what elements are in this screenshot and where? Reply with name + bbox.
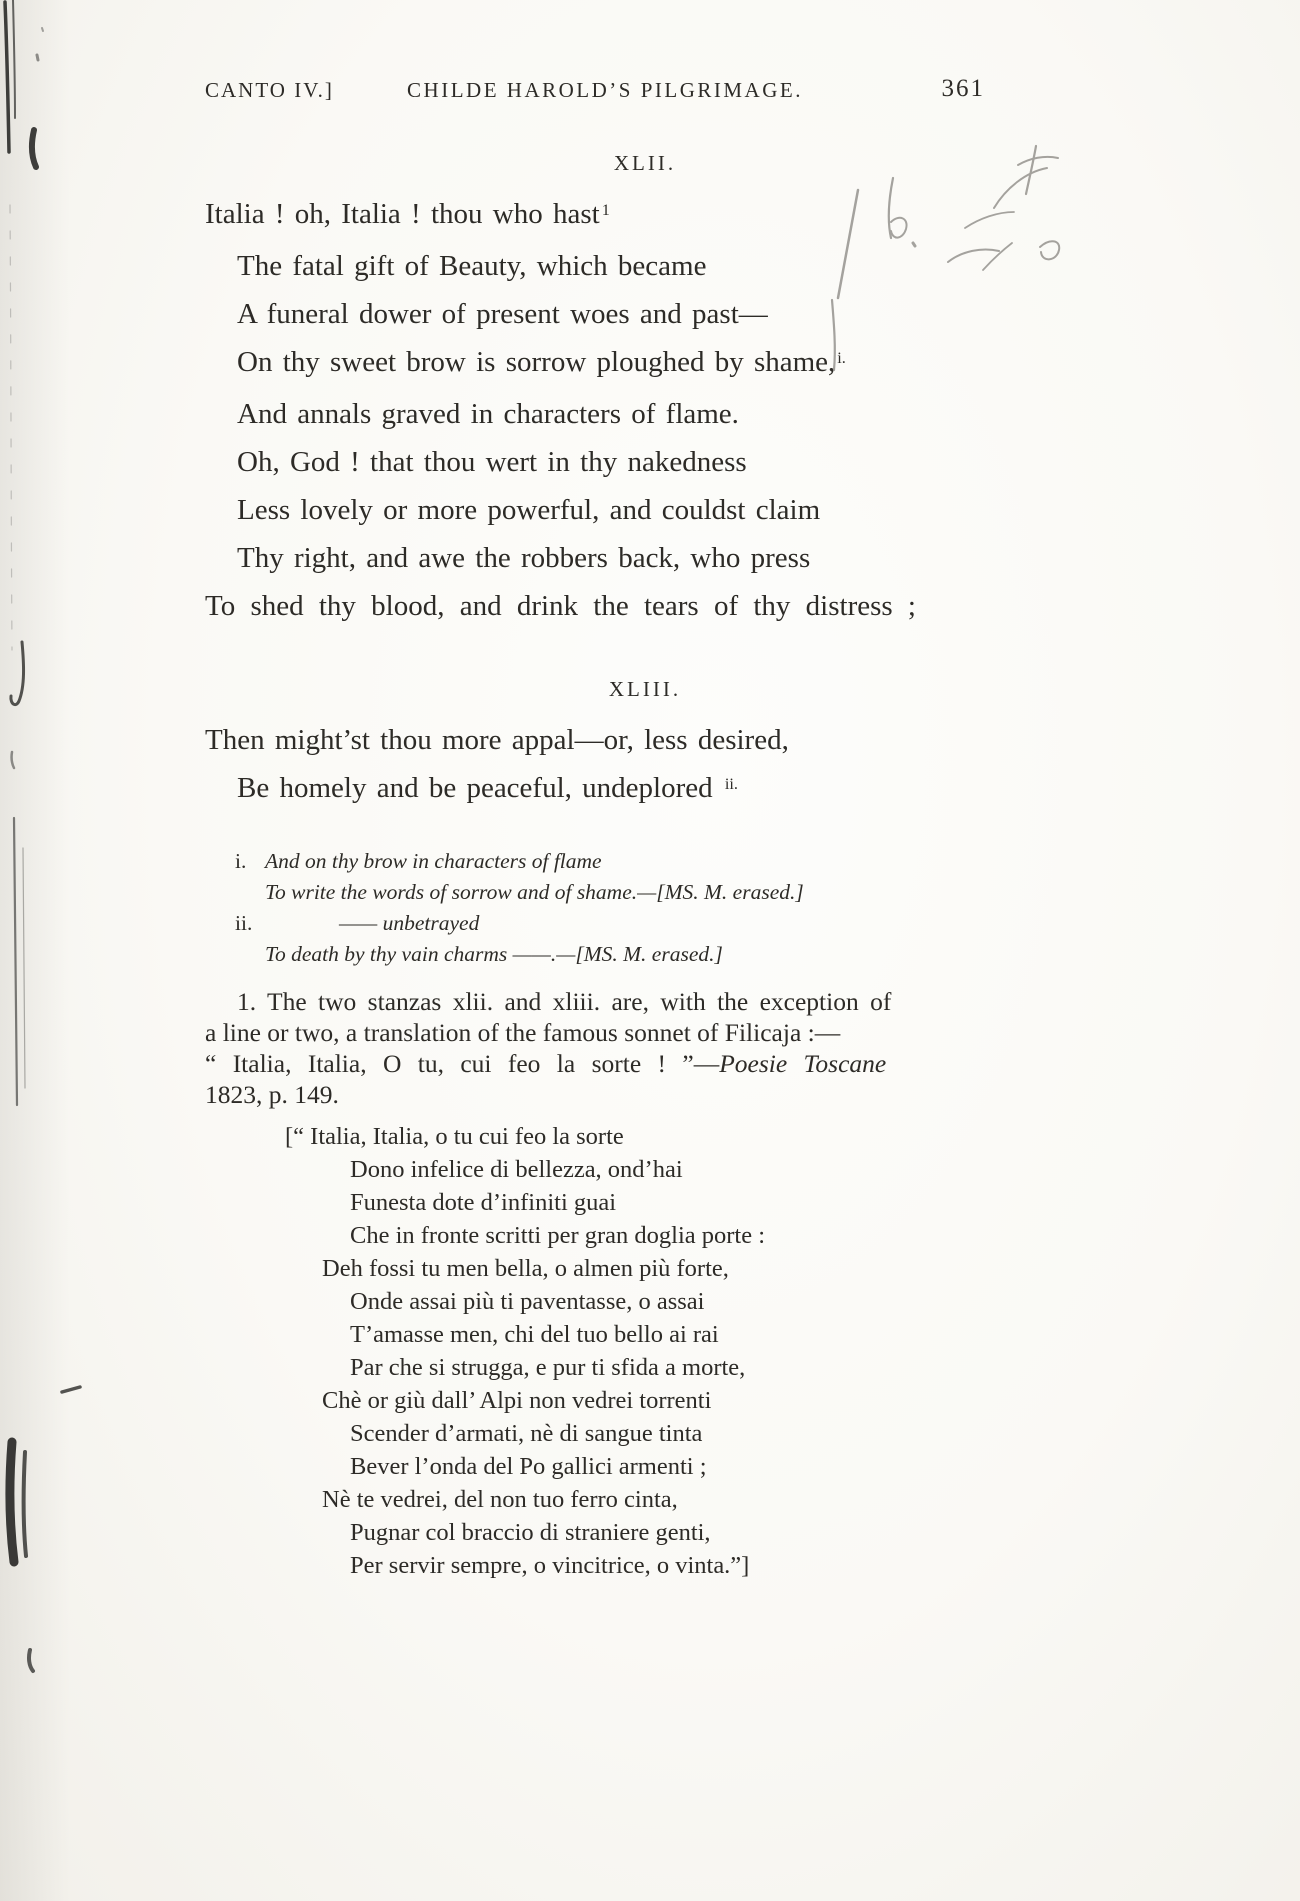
sonnet-line: [350, 1285, 1135, 1318]
poem-line: [205, 716, 1105, 764]
variant-note-i-continuation: [265, 877, 1135, 908]
sonnet-line-text: Funesta dote d’infiniti guai: [350, 1189, 617, 1216]
sonnet-line-text: T’amasse men, chi del tuo bello ai rai: [350, 1321, 719, 1348]
poem-line: [237, 290, 1105, 338]
poem-line: [237, 486, 1105, 534]
stanza-42-heading: XLII.: [613, 151, 677, 175]
variant-note-ii-continuation: [265, 939, 1135, 970]
variant-note-label: i.: [235, 849, 247, 873]
sonnet-line-text: Dono infelice di bellezza, ond’hai: [350, 1156, 683, 1183]
poem-line-text: Less lovely or more powerful, and couldst claim: [237, 494, 821, 526]
sonnet-line: [285, 1120, 1135, 1153]
poem-line-text: Then might’st thou more appal—or, less desired,: [205, 724, 789, 756]
stanza-43-heading: XLIII.: [608, 677, 682, 701]
poem-line-text: Italia ! oh, Italia ! thou who hast: [205, 198, 600, 230]
footnote-source: Poesie Toscane: [719, 1049, 887, 1078]
variant-note-label: ii.: [235, 911, 253, 935]
footnote-1: [205, 986, 1135, 1110]
poem-line-text: Thy right, and awe the robbers back, who press: [237, 542, 811, 574]
variant-note-i: [235, 846, 1135, 877]
poem-line: [237, 764, 1105, 816]
poem-line: [237, 390, 1105, 438]
sonnet-line: [322, 1384, 1135, 1417]
sonnet-line: [350, 1417, 1135, 1450]
poem-line: [237, 338, 1105, 390]
sonnet-line-text: Deh fossi tu men bella, o almen più forte,: [322, 1255, 729, 1282]
sonnet-line: [350, 1450, 1135, 1483]
sonnet-line-text: Nè te vedrei, del non tuo ferro cinta,: [322, 1486, 678, 1513]
footnote-ref: i.: [837, 349, 846, 368]
footnote-ref: ii.: [724, 775, 738, 794]
canto-label: CANTO IV.]: [205, 78, 334, 102]
book-title: CHILDE HAROLD’S PILGRIMAGE.: [407, 78, 803, 102]
poem-line: [205, 582, 1105, 630]
footnote-quote: “ Italia, Italia, O tu, cui feo la sorte ! ”—: [205, 1049, 720, 1078]
footnote-line: a line or two, a translation of the famous sonnet of Filicaja :—: [205, 1018, 841, 1047]
variant-note-ii: [235, 908, 1135, 939]
sonnet-line-text: Chè or giù dall’ Alpi non vedrei torrenti: [322, 1387, 712, 1414]
variant-notes: [235, 846, 1135, 970]
poem-line: [237, 242, 1105, 290]
poem-line-text: On thy sweet brow is sorrow ploughed by shame,: [237, 346, 836, 378]
variant-note-text: To death by thy vain charms ——.—[MS. M. erased.]: [265, 942, 723, 966]
sonnet-line: [350, 1351, 1135, 1384]
poem-line-text: A funeral dower of present woes and past—: [237, 298, 768, 330]
sonnet-line-text: Bever l’onda del Po gallici armenti ;: [350, 1453, 707, 1480]
page-number: 361: [941, 75, 985, 102]
poem-line: [237, 534, 1105, 582]
sonnet-line: [350, 1318, 1135, 1351]
stanza-43: [205, 716, 1105, 816]
sonnet-line: [350, 1549, 1135, 1582]
sonnet-line-text: Pugnar col braccio di straniere genti,: [350, 1519, 711, 1546]
variant-note-text: To write the words of sorrow and of shame.—[MS. M. erased.]: [265, 880, 804, 904]
poem-line-text: And annals graved in characters of flame.: [237, 398, 739, 430]
sonnet-line: [322, 1483, 1135, 1516]
italian-sonnet: [285, 1120, 1135, 1582]
footnote-ref: 1: [601, 201, 610, 220]
variant-note-text: And on thy brow in characters of flame: [265, 849, 602, 873]
running-head: [205, 75, 1085, 108]
sonnet-line: [322, 1252, 1135, 1285]
sonnet-line: [350, 1153, 1135, 1186]
footnote-line: 1. The two stanzas xlii. and xliii. are, with the exception of: [237, 987, 892, 1016]
poem-line-text: To shed thy blood, and drink the tears of thy distress ;: [205, 590, 916, 622]
footnote-line: 1823, p. 149.: [205, 1080, 339, 1109]
sonnet-line-text: [“ Italia, Italia, o tu cui feo la sorte: [285, 1123, 624, 1150]
sonnet-line-text: Che in fronte scritti per gran doglia porte :: [350, 1222, 766, 1249]
sonnet-line: [350, 1186, 1135, 1219]
footnote-line: [205, 1048, 1135, 1079]
poem-line-text: Be homely and be peaceful, undeplored: [237, 772, 723, 804]
poem-line: [237, 438, 1105, 486]
poem-line-text: Oh, God ! that thou wert in thy nakedness: [237, 446, 747, 478]
sonnet-line: [350, 1219, 1135, 1252]
stanza-42: [205, 190, 1105, 630]
poem-line: [205, 190, 1105, 242]
sonnet-line-text: Par che si strugga, e pur ti sfida a morte,: [350, 1354, 746, 1381]
sonnet-line-text: Scender d’armati, nè di sangue tinta: [350, 1420, 703, 1447]
sonnet-line: [350, 1516, 1135, 1549]
variant-note-text: —— unbetrayed: [339, 911, 480, 935]
sonnet-line-text: Onde assai più ti paventasse, o assai: [350, 1288, 705, 1315]
poem-line-text: The fatal gift of Beauty, which became: [237, 250, 707, 282]
sonnet-line-text: Per servir sempre, o vincitrice, o vinta.”]: [350, 1552, 750, 1579]
